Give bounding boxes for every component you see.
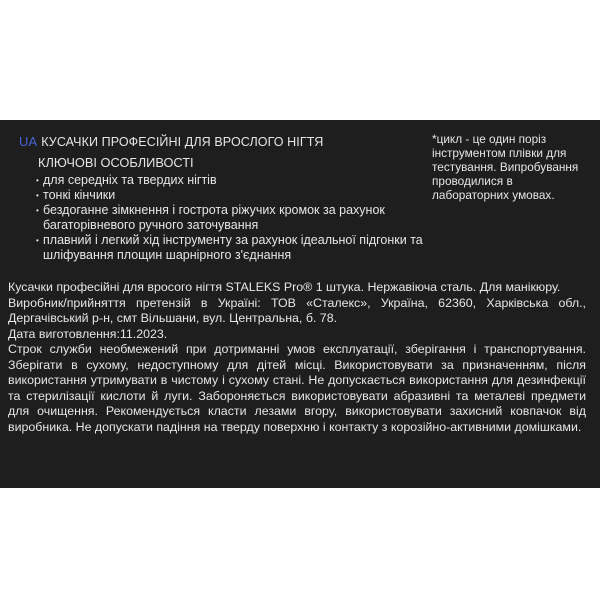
feature-text: плавний і легкий хід інструменту за рахунок ідеальної підгонки та шліфування площин шарнірного з'єднання (43, 233, 423, 262)
usage-instructions: Строк служби необмежений при дотриманні умов експлуатації, зберігання і транспортування. Зберігати в сухому, недоступному для дітей місці. Використовувати за призначенням, після використання утримувати в чистому і сухому стані. Не допускається використання для дезинфекції та стерилізації кислоти й луги. Забороняється використовувати абразивні та металеві предмети для очищення. Рекомендується класти лезами вгору, використовувати захисний ковпачок від виробника. Не допускати падіння на тверду поверхню і контакту з корозійно-активними домішками. (8, 342, 586, 434)
feature-item (36, 188, 476, 203)
bullet-icon: • (36, 206, 39, 215)
feature-item (36, 173, 476, 188)
manufacture-date: Дата виготовлення:11.2023. (8, 326, 168, 341)
feature-text: тонкі кінчики (43, 188, 116, 202)
product-title: КУСАЧКИ ПРОФЕСІЙНІ ДЛЯ ВРОСЛОГО НІГТЯ (41, 135, 324, 149)
key-features-title: КЛЮЧОВІ ОСОБЛИВОСТІ (38, 155, 194, 170)
label-body-text (8, 280, 586, 435)
key-features-section (36, 155, 476, 263)
bullet-icon: • (36, 191, 39, 200)
product-label-panel (0, 120, 600, 488)
manufacturer-info: Виробник/прийняття претензій в Україні: ТОВ «Сталекс», Україна, 62360, Харківська обл., Дергачівський р-н, смт Вільшани, вул. Центральна, б. 78. (8, 295, 586, 325)
bullet-icon: • (36, 176, 39, 185)
feature-item (36, 203, 476, 233)
cycle-footnote: *цикл - це один поріз інструментом плівки для тестування. Випробування проводилися в лабораторних умовах. (432, 132, 579, 202)
product-description: Кусачки професійні для вросого нігтя STALEKS Pro® 1 штука. Нержавіюча сталь. Для манікюру. (8, 280, 561, 294)
feature-text: для середніх та твердих нігтів (43, 173, 217, 187)
label-header (19, 134, 323, 149)
feature-text: бездоганне зімкнення і гострота ріжучих кромок за рахунок багаторівневого ручного заточування (43, 203, 385, 232)
bullet-icon: • (36, 236, 39, 245)
language-tag: UA (19, 134, 38, 149)
feature-item (36, 233, 476, 263)
